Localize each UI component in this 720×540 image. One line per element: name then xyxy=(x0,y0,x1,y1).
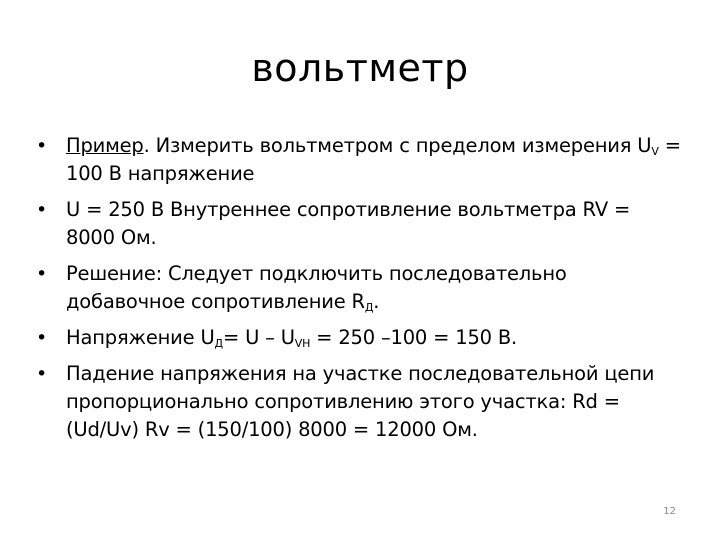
item-text: = 100 В напряжение xyxy=(66,134,681,185)
bullet-icon: • xyxy=(36,363,48,385)
list-item xyxy=(36,324,684,352)
item-text: Напряжение U xyxy=(66,326,215,349)
slide-title: вольтметр xyxy=(251,46,469,90)
item-text: = 250 –100 = 150 В. xyxy=(310,326,518,349)
item-text: Решение: Следует подключить последовательно добавочное сопротивление R xyxy=(66,262,567,313)
list-item xyxy=(36,360,684,444)
bullet-icon: • xyxy=(36,199,48,221)
bullet-icon: • xyxy=(36,327,48,349)
subscript: V xyxy=(651,145,659,158)
bullet-icon: • xyxy=(36,135,48,157)
subscript: Д xyxy=(214,337,223,350)
example-label: Пример xyxy=(66,134,144,157)
bullet-icon: • xyxy=(36,263,48,285)
list-item xyxy=(36,196,684,252)
item-text: = U – U xyxy=(222,326,295,349)
bullet-list xyxy=(36,132,684,452)
page-number: 12 xyxy=(663,506,676,517)
item-text: . Измерить вольтметром с пределом измерения U xyxy=(143,134,652,157)
subscript: Д xyxy=(364,301,374,314)
subscript: VН xyxy=(294,337,311,350)
item-text: Падение напряжения на участке последовательной цепи пропорционально сопротивлению этого участка: Rd = (Ud/Uv) Rv = (150/100) 8000 = 12000 Ом. xyxy=(66,362,655,441)
list-item xyxy=(36,260,684,316)
item-text: U = 250 В Внутреннее сопротивление вольтметра RV = 8000 Ом. xyxy=(66,198,631,249)
list-item xyxy=(36,132,684,188)
item-text: . xyxy=(373,290,380,313)
